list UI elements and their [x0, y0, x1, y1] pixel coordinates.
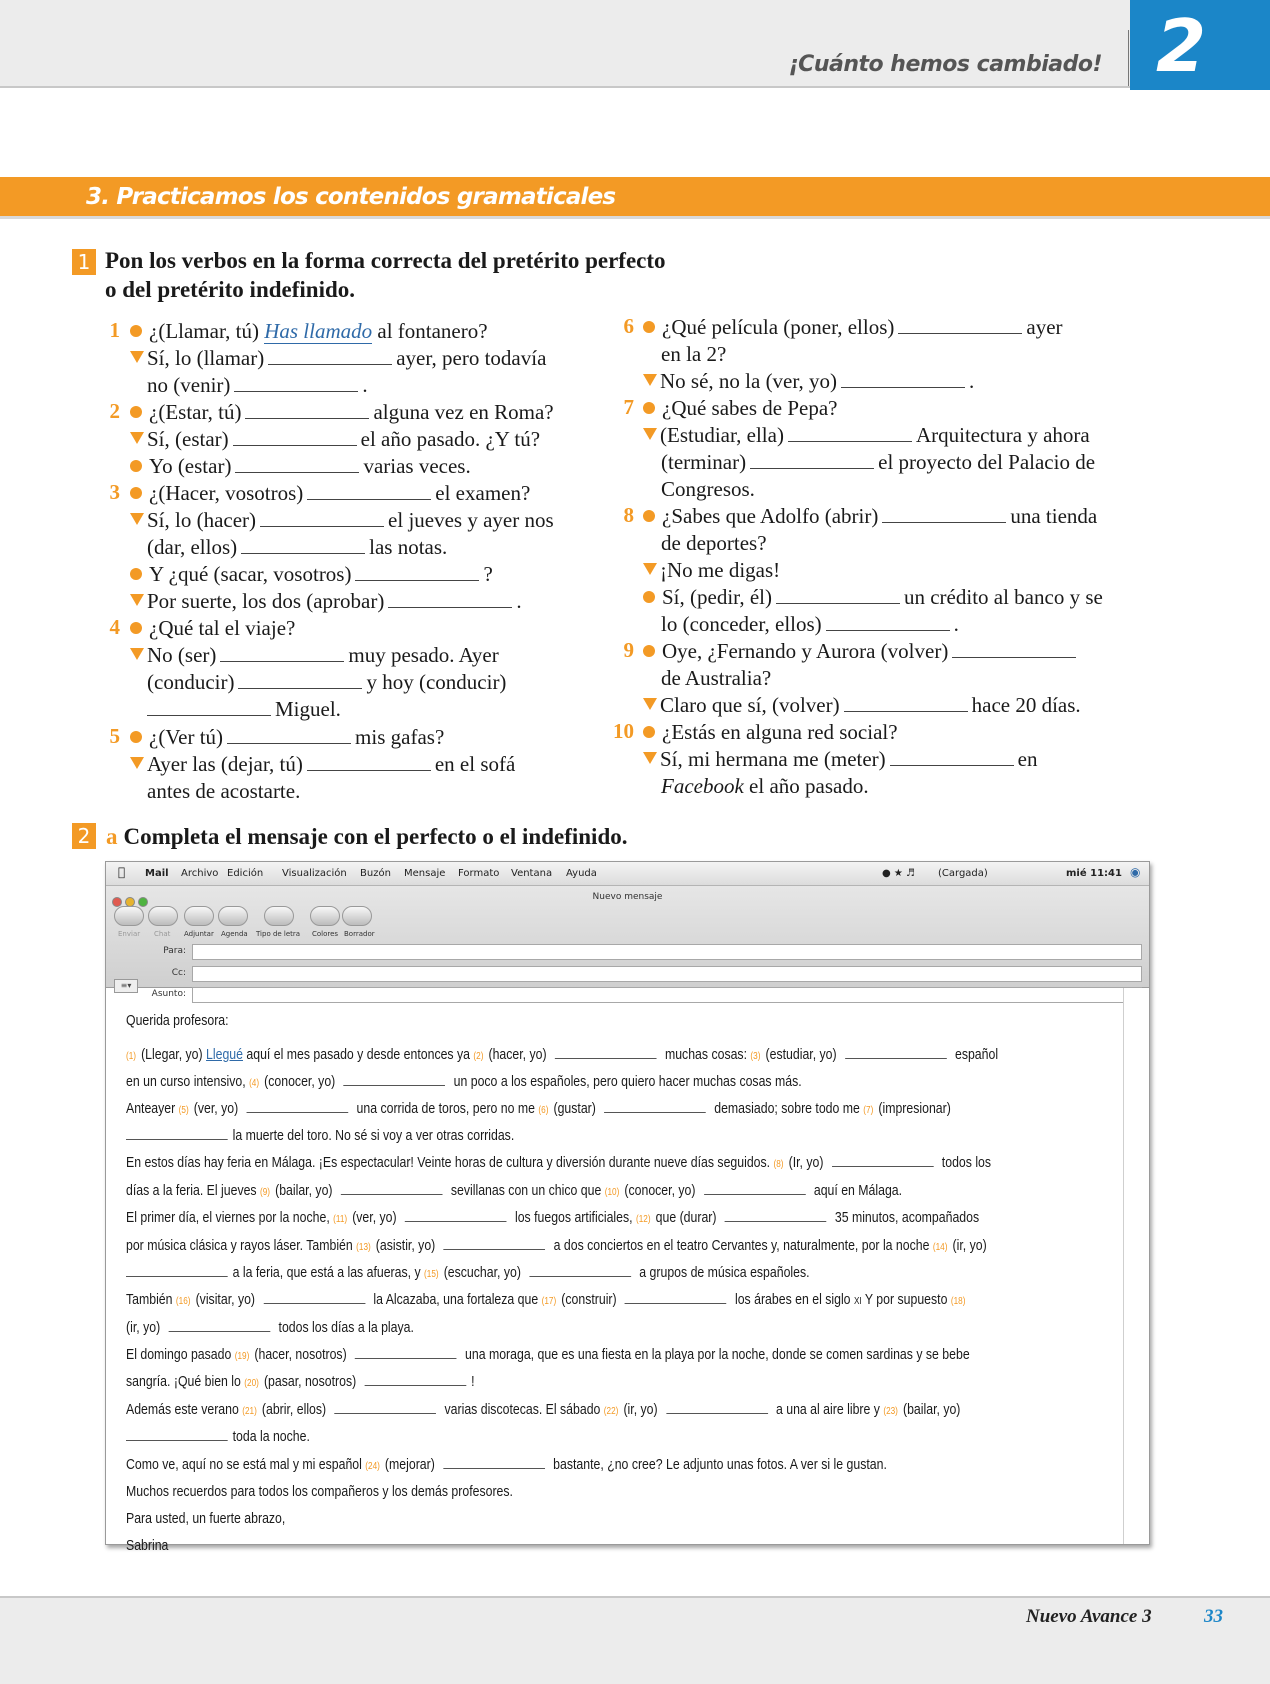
- answer-blank[interactable]: [307, 482, 431, 500]
- menu-item-formato[interactable]: Formato: [458, 868, 500, 879]
- question-bullet: [643, 402, 655, 414]
- dialogue-line: (terminar) el proyecto del Palacio de: [661, 450, 1096, 474]
- exercise-2-instruction: a Completa el mensaje con el perfecto o el indefinido.: [106, 824, 628, 849]
- colors-icon[interactable]: [310, 906, 340, 926]
- instruction-line: Pon los verbos en la forma correcta del pretérito perfecto: [105, 248, 666, 273]
- answer-blank[interactable]: [788, 424, 912, 442]
- dialogue-line: lo (conceder, ellos) .: [661, 612, 959, 636]
- dialogue-line: ¿Estás en alguna red social?: [643, 719, 898, 746]
- dialogue-line: No (ser) muy pesado. Ayer: [130, 642, 499, 669]
- subject-field[interactable]: [192, 987, 1142, 1003]
- dialogue-line: Sí, mi hermana me (meter) en: [643, 746, 1038, 773]
- message-line: [126, 1045, 998, 1067]
- gap-number: (4): [249, 1078, 260, 1089]
- example-answer: Has llamado: [264, 319, 373, 343]
- message-text: aquí en Málaga.: [810, 1182, 903, 1199]
- gap-number: (16): [175, 1296, 191, 1307]
- menu-item-edicion[interactable]: Edición: [227, 868, 264, 879]
- answer-blank[interactable]: [126, 1427, 228, 1441]
- dialogue-line: Sí, lo (llamar) ayer, pero todavía: [130, 345, 546, 372]
- exercise-1-number: 1: [72, 249, 96, 275]
- message-text: aquí el mes pasado y desde entonces ya: [242, 1046, 474, 1063]
- mail-compose-window: [105, 861, 1150, 1554]
- message-text: la Alcazaba, una fortaleza que: [369, 1291, 542, 1308]
- message-text: (estudiar, yo): [762, 1046, 841, 1063]
- question-bullet: [643, 726, 655, 738]
- message-text: (Llegar, yo): [137, 1046, 207, 1063]
- message-line: [126, 1290, 967, 1312]
- message-text: (escuchar, yo): [440, 1264, 525, 1281]
- gap-number: (19): [234, 1351, 250, 1362]
- toolbar-label: Agenda: [221, 930, 248, 938]
- question-bullet: [643, 591, 655, 603]
- gap-number: (1): [126, 1051, 137, 1062]
- chat-icon[interactable]: [148, 906, 178, 926]
- answer-blank[interactable]: [334, 1400, 436, 1414]
- message-text: (ver, yo): [348, 1209, 401, 1226]
- message-text: !: [471, 1373, 475, 1390]
- question-bullet: [130, 731, 142, 743]
- message-line: [126, 1072, 802, 1094]
- signature: Sabrina: [126, 1537, 169, 1554]
- instruction-line: o del pretérito indefinido.: [105, 277, 356, 302]
- answer-blank[interactable]: [882, 505, 1006, 523]
- answer-blank[interactable]: [307, 753, 431, 771]
- dialogue-line: ¡No me digas!: [643, 557, 780, 584]
- item-number: 8: [623, 503, 634, 527]
- answer-blank[interactable]: [126, 1126, 228, 1140]
- page-number: 33: [1204, 1606, 1223, 1627]
- chapter-number: 2: [1156, 4, 1207, 88]
- dialogue-line: Sí, lo (hacer) el jueves y ayer nos: [130, 507, 554, 534]
- message-text: (hacer, yo): [485, 1046, 551, 1063]
- message-text: XI: [853, 1296, 862, 1307]
- answer-bullet: [130, 594, 144, 606]
- closing-line: Para usted, un fuerte abrazo,: [126, 1510, 286, 1527]
- dialogue-line: ¿(Ver tú) mis gafas?: [130, 724, 444, 751]
- item-number: 5: [109, 724, 120, 748]
- answer-bullet: [130, 351, 144, 363]
- message-line: [126, 1455, 887, 1477]
- gap-number: (20): [244, 1378, 259, 1389]
- question-bullet: [130, 406, 142, 418]
- message-text: sevillanas con un chico que: [447, 1182, 605, 1199]
- answer-blank[interactable]: [666, 1400, 768, 1414]
- answer-blank[interactable]: [725, 1208, 827, 1222]
- answer-blank[interactable]: [344, 1072, 446, 1086]
- item-number: 4: [109, 615, 120, 639]
- message-text: Anteayer: [126, 1100, 179, 1117]
- address-book-icon[interactable]: [218, 906, 248, 926]
- answer-blank[interactable]: [529, 1263, 631, 1277]
- gap-number: (22): [603, 1406, 619, 1417]
- gap-number: (15): [424, 1269, 439, 1280]
- message-text: que (durar): [652, 1209, 720, 1226]
- message-text: español: [951, 1046, 999, 1063]
- gap-number: (7): [863, 1105, 874, 1116]
- dialogue-line: ¿(Llamar, tú) Has llamado al fontanero?: [130, 318, 488, 345]
- message-text: (Ir, yo): [785, 1154, 827, 1171]
- header-divider: [1128, 30, 1129, 86]
- message-text: (ir, yo): [949, 1237, 987, 1254]
- attach-icon[interactable]: [184, 906, 214, 926]
- message-line: [126, 1126, 514, 1146]
- menu-clock[interactable]: mié 11:41: [1066, 868, 1122, 879]
- answer-blank[interactable]: [604, 1099, 706, 1113]
- apple-icon[interactable]: [118, 865, 125, 879]
- answer-blank[interactable]: [776, 586, 900, 604]
- message-line: [126, 1345, 970, 1367]
- item-number: 9: [623, 638, 634, 662]
- answer-bullet: [643, 563, 657, 575]
- message-text: sangría. ¡Qué bien lo: [126, 1373, 245, 1390]
- message-text: demasiado; sobre todo me: [710, 1100, 864, 1117]
- dialogue-line: (conducir) y hoy (conducir): [147, 670, 507, 694]
- message-text: varias discotecas. El sábado: [441, 1401, 604, 1418]
- scrollbar[interactable]: [1123, 988, 1149, 1544]
- answer-blank[interactable]: [268, 347, 392, 365]
- gap-number: (2): [473, 1051, 484, 1062]
- answer-blank[interactable]: [245, 401, 369, 419]
- answer-blank[interactable]: [233, 428, 357, 446]
- to-label: Para:: [163, 946, 186, 956]
- menu-item-ventana[interactable]: Ventana: [511, 868, 553, 879]
- answer-blank[interactable]: [241, 536, 365, 554]
- cc-label: Cc:: [171, 968, 186, 978]
- gap-number: (6): [538, 1105, 549, 1116]
- answer-blank[interactable]: [750, 451, 874, 469]
- message-text: (bailar, yo): [899, 1401, 961, 1418]
- to-field[interactable]: [192, 944, 1142, 960]
- answer-blank[interactable]: [625, 1290, 727, 1304]
- dialogue-line: ¿Sabes que Adolfo (abrir) una tienda: [643, 503, 1097, 530]
- message-text: a dos conciertos en el teatro Cervantes y, naturalmente, por la noche: [550, 1237, 933, 1254]
- gap-number: (3): [750, 1051, 761, 1062]
- book-title: Nuevo Avance 3: [1026, 1606, 1152, 1627]
- dialogue-line: Congresos.: [661, 477, 755, 501]
- section-banner: [0, 177, 1270, 219]
- answer-bullet: [130, 648, 144, 660]
- dialogue-line: (Estudiar, ella) Arquitectura y ahora: [643, 422, 1090, 449]
- gap-number: (17): [541, 1296, 557, 1307]
- answer-blank[interactable]: [898, 316, 1022, 334]
- cc-field[interactable]: [192, 966, 1142, 982]
- message-text: En estos días hay feria en Málaga. ¡Es espectacular! Veinte horas de cultura y diversión durante nueve días seguidos.: [126, 1154, 774, 1171]
- menu-item-archivo[interactable]: Archivo: [181, 868, 219, 879]
- toolbar-label: Chat: [154, 930, 171, 938]
- gap-number: (11): [333, 1214, 348, 1225]
- answer-bullet: [643, 752, 657, 764]
- answer-blank[interactable]: [341, 1181, 443, 1195]
- answer-blank[interactable]: [845, 1045, 947, 1059]
- message-text: en un curso intensivo,: [126, 1073, 250, 1090]
- answer-bullet: [643, 698, 657, 710]
- question-bullet: [130, 622, 142, 634]
- subject-label: Asunto:: [151, 989, 186, 999]
- message-text: muchas cosas:: [661, 1046, 751, 1063]
- dialogue-line: ¿(Hacer, vosotros) el examen?: [130, 480, 530, 507]
- dialogue-line: Miguel.: [143, 696, 341, 723]
- toolbar-label: Colores: [312, 930, 339, 938]
- message-text: una corrida de toros, pero no me: [353, 1100, 539, 1117]
- toolbar-label: Borrador: [344, 930, 375, 938]
- message-text: El primer día, el viernes por la noche,: [126, 1209, 334, 1226]
- toolbar-label: Adjuntar: [184, 930, 214, 938]
- message-text: un poco a los españoles, pero quiero hacer muchas cosas más.: [450, 1073, 802, 1090]
- window-title: Nuevo mensaje: [592, 892, 663, 902]
- answer-blank[interactable]: [841, 370, 965, 388]
- question-bullet: [130, 487, 142, 499]
- answer-blank[interactable]: [844, 694, 968, 712]
- answer-bullet: [643, 374, 657, 386]
- example-answer: Llegué: [206, 1046, 243, 1063]
- toolbar-label: Tipo de letra: [256, 930, 301, 938]
- gap-number: (12): [635, 1214, 651, 1225]
- dialogue-line: Oye, ¿Fernando y Aurora (volver): [643, 638, 1080, 665]
- answer-bullet: [643, 428, 657, 440]
- chapter-badge: [1130, 0, 1270, 90]
- message-text: (pasar, nosotros): [260, 1373, 360, 1390]
- gap-number: (5): [178, 1105, 189, 1116]
- dialogue-line: ¿Qué tal el viaje?: [130, 615, 295, 642]
- gap-number: (23): [883, 1406, 898, 1417]
- question-bullet: [643, 321, 655, 333]
- message-text: a la feria, que está a las afueras, y: [232, 1264, 425, 1281]
- question-bullet: [130, 325, 142, 337]
- menu-item-mail[interactable]: Mail: [145, 868, 169, 879]
- answer-blank[interactable]: [234, 374, 358, 392]
- answer-blank[interactable]: [147, 698, 271, 716]
- message-text: los fuegos artificiales,: [511, 1209, 636, 1226]
- exercise-subletter: a: [106, 824, 118, 849]
- message-text: Y por supuesto: [861, 1291, 951, 1308]
- answer-blank[interactable]: [704, 1181, 806, 1195]
- message-text: (hacer, nosotros): [250, 1346, 351, 1363]
- answer-blank[interactable]: [227, 726, 351, 744]
- answer-blank[interactable]: [355, 563, 479, 581]
- answer-blank[interactable]: [405, 1208, 507, 1222]
- message-line: [126, 1153, 991, 1175]
- menu-bar: [106, 862, 1149, 886]
- message-text: a grupos de música españoles.: [635, 1264, 810, 1281]
- account-menu-icon[interactable]: ≡▾: [114, 979, 138, 993]
- answer-blank[interactable]: [365, 1372, 467, 1386]
- message-text: (bailar, yo): [271, 1182, 336, 1199]
- dialogue-line: ¿(Estar, tú) alguna vez en Roma?: [130, 399, 554, 426]
- wifi-icon[interactable]: ● ★ ♬: [882, 868, 916, 879]
- message-text: Como ve, aquí no se está mal y mi español: [126, 1456, 366, 1473]
- message-line: [126, 1318, 414, 1338]
- dialogue-line: de Australia?: [661, 666, 772, 690]
- message-text: una moraga, que es una fiesta en la playa por la noche, donde se comen sardinas y se bebe: [461, 1346, 970, 1363]
- answer-blank[interactable]: [169, 1318, 271, 1332]
- dialogue-line: antes de acostarte.: [147, 779, 301, 803]
- message-text: (mejorar): [381, 1456, 439, 1473]
- answer-blank[interactable]: [247, 1099, 349, 1113]
- gap-number: (18): [950, 1296, 966, 1307]
- send-icon[interactable]: [114, 906, 144, 926]
- gap-number: (13): [356, 1242, 371, 1253]
- item-number: 6: [623, 314, 634, 338]
- message-text: También: [126, 1291, 176, 1308]
- dialogue-line: Sí, (pedir, él) un crédito al banco y se: [643, 584, 1103, 611]
- draft-icon[interactable]: [342, 906, 372, 926]
- message-text: todos los: [938, 1154, 992, 1171]
- battery-status[interactable]: (Cargada): [938, 868, 988, 879]
- answer-bullet: [130, 757, 144, 769]
- menu-item-ayuda[interactable]: Ayuda: [566, 868, 597, 879]
- gap-number: (14): [932, 1242, 948, 1253]
- gap-number: (21): [242, 1406, 257, 1417]
- fonts-icon[interactable]: [264, 906, 294, 926]
- answer-blank[interactable]: [235, 455, 359, 473]
- question-bullet: [130, 568, 142, 580]
- dialogue-line: Claro que sí, (volver) hace 20 días.: [643, 692, 1081, 719]
- toolbar-label: Enviar: [118, 930, 141, 938]
- item-number: 10: [613, 719, 634, 743]
- dialogue-line: Por suerte, los dos (aprobar) .: [130, 588, 522, 615]
- message-text: (asistir, yo): [372, 1237, 439, 1254]
- message-line: [126, 1208, 979, 1230]
- message-text: Además este verano: [126, 1401, 243, 1418]
- answer-bullet: [130, 513, 144, 525]
- message-text: (conocer, yo): [620, 1182, 699, 1199]
- dialogue-line: Yo (estar) varias veces.: [130, 453, 471, 480]
- answer-blank[interactable]: [260, 509, 384, 527]
- message-text: a una al aire libre y: [772, 1401, 884, 1418]
- gap-number: (9): [260, 1187, 271, 1198]
- message-line: [126, 1400, 960, 1422]
- message-text: (ir, yo): [126, 1319, 164, 1336]
- message-text: los árabes en el siglo: [731, 1291, 854, 1308]
- gap-number: (8): [773, 1159, 784, 1170]
- exercise-2-number: 2: [72, 823, 96, 849]
- answer-blank[interactable]: [126, 1263, 228, 1277]
- message-text: (abrir, ellos): [258, 1401, 330, 1418]
- message-text: (construir): [557, 1291, 621, 1308]
- menu-item-visualizacion[interactable]: Visualización: [282, 868, 347, 879]
- chapter-title: ¡Cuánto hemos cambiado!: [788, 52, 1102, 77]
- message-text: todos los días a la playa.: [275, 1319, 414, 1336]
- section-title: 3. Practicamos los contenidos gramaticales: [86, 184, 616, 210]
- message-text: (ir, yo): [620, 1401, 662, 1418]
- message-text: toda la noche.: [232, 1428, 310, 1445]
- answer-blank[interactable]: [443, 1455, 545, 1469]
- item-number: 7: [623, 395, 634, 419]
- message-text: la muerte del toro. No sé si voy a ver otras corridas.: [232, 1127, 515, 1144]
- gap-number: (10): [604, 1187, 620, 1198]
- item-number: 3: [109, 480, 120, 504]
- message-text: (impresionar): [874, 1100, 951, 1117]
- dialogue-line: en la 2?: [661, 342, 727, 366]
- item-number: 1: [109, 318, 120, 342]
- compose-toolbar: [106, 886, 1149, 999]
- page-header: [0, 0, 1270, 88]
- gap-number: (24): [365, 1461, 380, 1472]
- answer-blank[interactable]: [832, 1153, 934, 1167]
- dialogue-line: ¿Qué película (poner, ellos) ayer: [643, 314, 1063, 341]
- dialogue-line: (dar, ellos) las notas.: [147, 535, 448, 559]
- message-line: Muchos recuerdos para todos los compañeros y los demás profesores.: [126, 1483, 513, 1500]
- message-text: (gustar): [550, 1100, 600, 1117]
- answer-blank[interactable]: [263, 1290, 365, 1304]
- message-text: 35 minutos, acompañados: [831, 1209, 980, 1226]
- exercise-1-instruction: [105, 246, 666, 304]
- answer-bullet: [130, 432, 144, 444]
- menu-item-buzon[interactable]: Buzón: [360, 868, 391, 879]
- message-line: [126, 1427, 310, 1447]
- dialogue-line: Ayer las (dejar, tú) en el sofá: [130, 751, 515, 778]
- message-text: (visitar, yo): [192, 1291, 259, 1308]
- dialogue-line: ¿Qué sabes de Pepa?: [643, 395, 838, 422]
- message-text: (ver, yo): [190, 1100, 242, 1117]
- spotlight-icon[interactable]: ◉: [1130, 865, 1141, 879]
- answer-blank[interactable]: [826, 613, 950, 631]
- message-line: [126, 1099, 951, 1121]
- answer-blank[interactable]: [890, 748, 1014, 766]
- message-text: por música clásica y rayos láser. También: [126, 1237, 357, 1254]
- dialogue-line: Sí, (estar) el año pasado. ¿Y tú?: [130, 426, 540, 453]
- dialogue-line: Y ¿qué (sacar, vosotros) ?: [130, 561, 493, 588]
- message-line: [126, 1263, 810, 1285]
- message-text: El domingo pasado: [126, 1346, 235, 1363]
- answer-blank[interactable]: [952, 640, 1076, 658]
- message-text: (conocer, yo): [260, 1073, 339, 1090]
- answer-blank[interactable]: [355, 1345, 457, 1359]
- answer-blank[interactable]: [220, 644, 344, 662]
- question-bullet: [130, 460, 142, 472]
- item-number: 2: [109, 399, 120, 423]
- answer-blank[interactable]: [444, 1236, 546, 1250]
- answer-blank[interactable]: [238, 671, 362, 689]
- dialogue-line: Facebook el año pasado.: [661, 774, 869, 798]
- message-line: [126, 1236, 987, 1258]
- dialogue-line: no (venir) .: [147, 373, 368, 397]
- message-text: bastante, ¿no cree? Le adjunto unas fotos. A ver si le gustan.: [549, 1456, 887, 1473]
- message-line: [126, 1372, 475, 1394]
- question-bullet: [643, 645, 655, 657]
- salutation: Querida profesora:: [126, 1012, 229, 1029]
- message-line: [126, 1181, 902, 1203]
- answer-blank[interactable]: [555, 1045, 657, 1059]
- answer-blank[interactable]: [388, 590, 512, 608]
- menu-item-mensaje[interactable]: Mensaje: [404, 868, 446, 879]
- question-bullet: [643, 510, 655, 522]
- dialogue-line: de deportes?: [661, 531, 767, 555]
- dialogue-line: No sé, no la (ver, yo) .: [643, 368, 974, 395]
- message-text: días a la feria. El jueves: [126, 1182, 261, 1199]
